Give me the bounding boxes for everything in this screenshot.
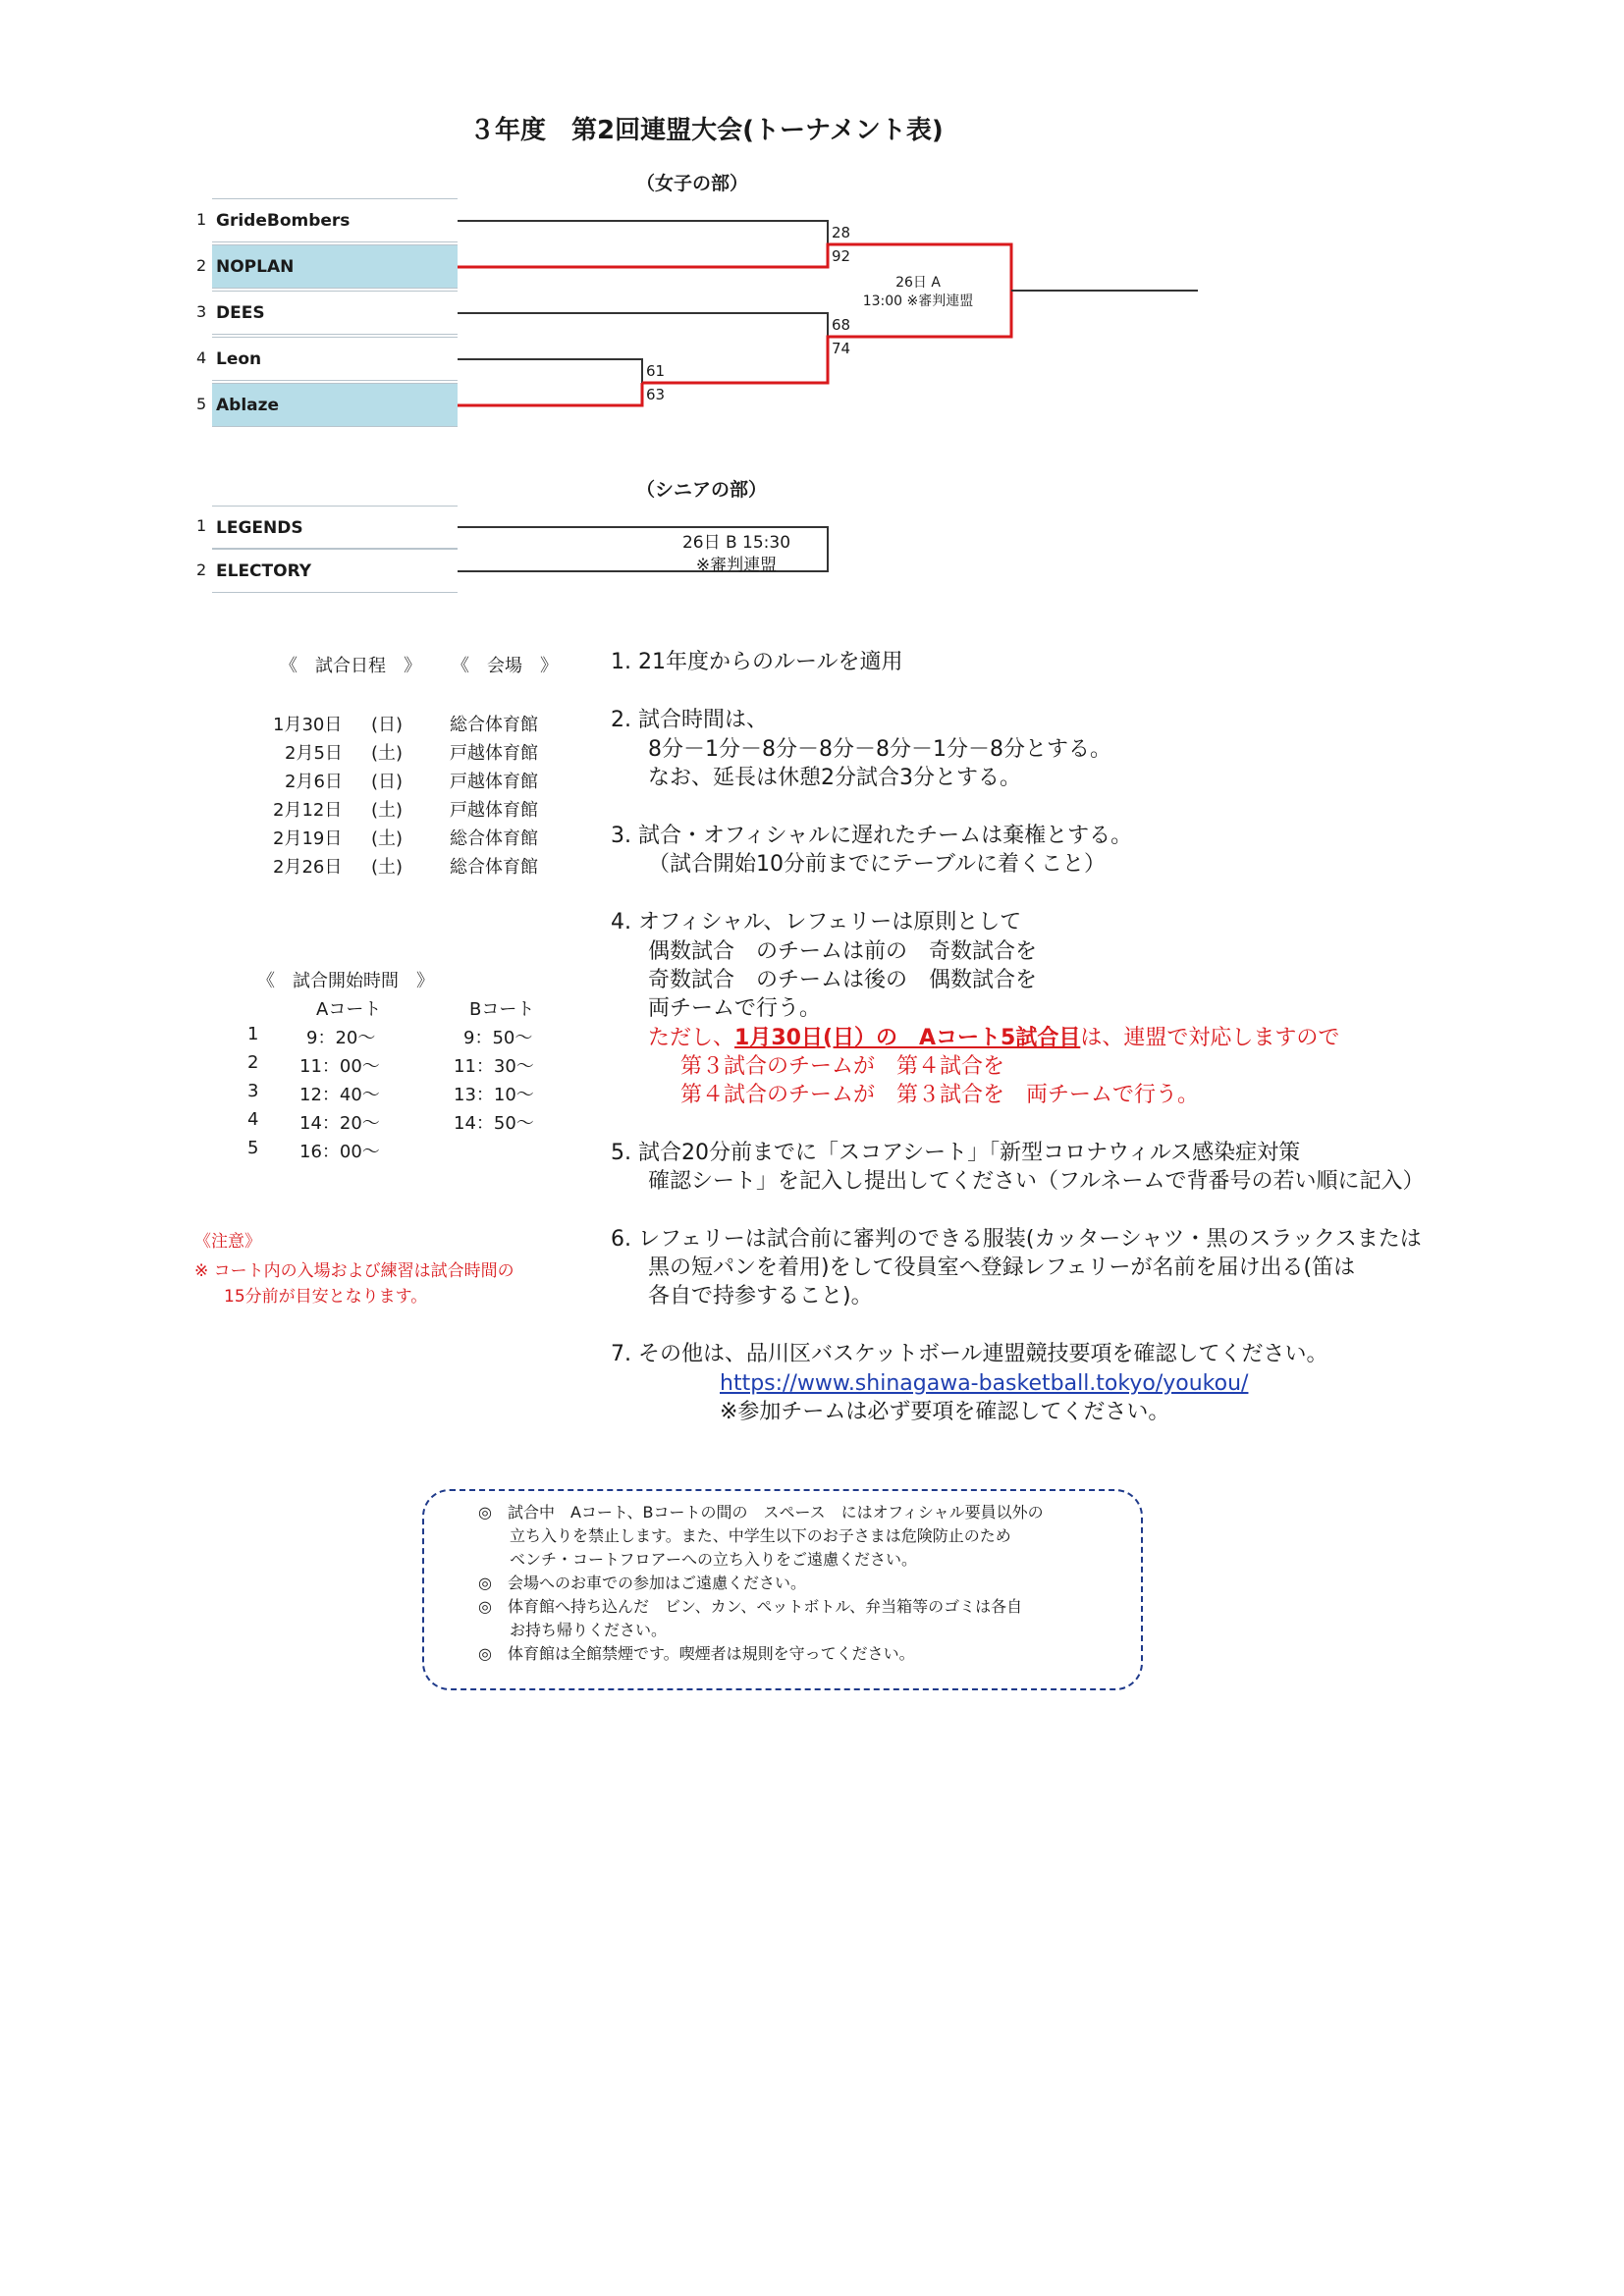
schedule-date: 1月30日 <box>273 715 343 735</box>
start-time-b: 13：10〜 <box>454 1085 534 1105</box>
start-times-col-a: Aコート <box>316 999 382 1020</box>
schedule-day: (土) <box>371 857 404 878</box>
schedule-venue: 総合体育館 <box>450 828 538 849</box>
start-time-no: 3 <box>247 1081 259 1101</box>
note-line: ◎ 会場へのお車での参加はご遠慮ください。 <box>478 1574 806 1592</box>
seed-5: 5 <box>196 395 207 413</box>
start-time-no: 1 <box>247 1024 259 1044</box>
schedule-day: (土) <box>371 800 404 821</box>
schedule-day: (土) <box>371 828 404 849</box>
team-row-gridebombers: GrideBombers <box>212 198 458 242</box>
seed-2: 2 <box>196 256 207 275</box>
rule-2-line-1: 2. 試合時間は、 <box>611 708 768 732</box>
rule-2-line-3: なお、延長は休憩2分試合3分とする。 <box>648 766 1021 790</box>
start-time-no: 2 <box>247 1052 259 1073</box>
score-ablaze-r2: 74 <box>832 340 851 357</box>
schedule-venue: 戸越体育館 <box>450 800 538 821</box>
rule-4-exception-prefix: ただし、 <box>648 1026 735 1050</box>
schedule-day: (日) <box>371 772 404 792</box>
start-time-b: 14：50〜 <box>454 1113 534 1134</box>
schedule-date: 2月19日 <box>273 828 343 849</box>
senior-match-time: 26日 B 15:30 <box>681 533 791 553</box>
senior-section-heading: （シニアの部） <box>636 479 768 501</box>
rule-4-line-3: 奇数試合 のチームは後の 偶数試合を <box>648 968 1038 992</box>
rule-3-line-1: 3. 試合・オフィシャルに遅れたチームは棄権とする。 <box>611 824 1133 848</box>
caution-title: 《注意》 <box>194 1232 261 1252</box>
women-section-heading: （女子の部） <box>636 173 749 194</box>
rule-7-line-1: 7. その他は、品川区バスケットボール連盟競技要項を確認してください。 <box>611 1342 1328 1366</box>
rule-2-line-2: 8分－1分－8分－8分－8分－1分－8分とする。 <box>648 737 1111 762</box>
score-gridebombers: 28 <box>832 224 851 241</box>
start-time-a: 9：20〜 <box>306 1028 376 1048</box>
final-match-date: 26日 A <box>895 275 941 291</box>
page-title: ３年度 第2回連盟大会(トーナメント表) <box>469 116 944 145</box>
schedule-date: 2月5日 <box>285 743 343 764</box>
schedule-date: 2月26日 <box>273 857 343 878</box>
rule-4-line-2: 偶数試合 のチームは前の 奇数試合を <box>648 939 1038 964</box>
schedule-venue-header: 《 会場 》 <box>452 656 558 676</box>
final-match-time: 13:00 ※審判連盟 <box>862 294 974 309</box>
rule-7-line-3: ※参加チームは必ず要項を確認してください。 <box>720 1400 1170 1424</box>
senior-match-referee: ※審判連盟 <box>695 556 778 575</box>
team-row-electory: ELECTORY <box>212 549 458 593</box>
rule-4-line-4: 両チームで行う。 <box>648 996 822 1021</box>
score-dees: 68 <box>832 316 851 334</box>
start-times-header: 《 試合開始時間 》 <box>257 971 434 991</box>
rule-3-line-2: （試合開始10分前までにテーブルに着くこと） <box>648 852 1107 877</box>
schedule-venue: 戸越体育館 <box>450 743 538 764</box>
schedule-day: (日) <box>371 715 404 735</box>
caution-line-1: ※ コート内の入場および練習は試合時間の <box>194 1261 514 1281</box>
rule-4-line-7: 第４試合のチームが 第３試合を 両チームで行う。 <box>680 1083 1200 1107</box>
rule-6-line-2: 黒の短パンを着用)をして役員室へ登録レフェリーが名前を届け出る(笛は <box>648 1255 1356 1280</box>
senior-seed-2: 2 <box>196 561 207 579</box>
rule-4-exception-date: 1月30日(日）の Aコート5試合目 <box>734 1026 1081 1050</box>
senior-bracket <box>0 0 884 589</box>
start-time-a: 14：20〜 <box>299 1113 380 1134</box>
team-row-leon: Leon <box>212 337 458 381</box>
rule-6-line-1: 6. レフェリーは試合前に審判のできる服装(カッターシャツ・黒のスラックスまたは <box>611 1227 1422 1252</box>
note-line: ◎ 体育館へ持ち込んだ ビン、カン、ペットボトル、弁当箱等のゴミは各自 <box>478 1597 1023 1616</box>
rule-4-line-1: 4. オフィシャル、レフェリーは原則として <box>611 910 1022 934</box>
caution-line-2: 15分前が目安となります。 <box>224 1287 428 1307</box>
seed-3: 3 <box>196 302 207 321</box>
note-line: 立ち入りを禁止します。また、中学生以下のお子さまは危険防止のため <box>478 1526 1011 1545</box>
team-row-legends: LEGENDS <box>212 506 458 549</box>
start-time-b: 11：30〜 <box>454 1056 534 1077</box>
schedule-date: 2月6日 <box>285 772 343 792</box>
start-time-no: 4 <box>247 1109 259 1130</box>
start-time-a: 11：00〜 <box>299 1056 380 1077</box>
seed-1: 1 <box>196 210 207 229</box>
rules-link[interactable]: https://www.shinagawa-basketball.tokyo/youkou/ <box>720 1371 1249 1396</box>
note-line: ◎ 試合中 Aコート、Bコートの間の スペース にはオフィシャル要員以外の <box>478 1503 1044 1522</box>
rule-5-line-2: 確認シート」を記入し提出してください（フルネームで背番号の若い順に記入） <box>648 1169 1425 1194</box>
senior-seed-1: 1 <box>196 516 207 535</box>
schedule-venue: 総合体育館 <box>450 715 538 735</box>
rule-4-exception-suffix: は、連盟で対応しますので <box>1080 1026 1340 1050</box>
schedule-date: 2月12日 <box>273 800 343 821</box>
team-row-dees: DEES <box>212 291 458 335</box>
score-ablaze-r1: 63 <box>646 386 666 403</box>
note-line: お持ち帰りください。 <box>478 1621 668 1639</box>
schedule-day: (土) <box>371 743 404 764</box>
team-row-noplan: NOPLAN <box>212 244 458 289</box>
seed-4: 4 <box>196 348 207 367</box>
start-time-no: 5 <box>247 1138 259 1158</box>
score-leon: 61 <box>646 362 666 380</box>
start-time-a: 12：40〜 <box>299 1085 380 1105</box>
note-line: ベンチ・コートフロアーへの立ち入りをご遠慮ください。 <box>478 1550 918 1569</box>
rule-4-line-6: 第３試合のチームが 第４試合を <box>680 1054 1005 1079</box>
rule-1: 1. 21年度からのルールを適用 <box>611 650 903 674</box>
start-times-col-b: Bコート <box>469 999 535 1020</box>
rule-4-exception <box>648 1024 1339 1053</box>
rule-6-line-3: 各自で持参すること)。 <box>648 1284 873 1308</box>
schedule-venue: 戸越体育館 <box>450 772 538 792</box>
team-row-ablaze: Ablaze <box>212 383 458 427</box>
rule-5-line-1: 5. 試合20分前までに「スコアシート」「新型コロナウィルス感染症対策 <box>611 1141 1301 1165</box>
schedule-date-header: 《 試合日程 》 <box>280 656 421 676</box>
score-noplan: 92 <box>832 247 851 265</box>
start-time-a: 16：00〜 <box>299 1142 380 1162</box>
note-line: ◎ 体育館は全館禁煙です。喫煙者は規則を守ってください。 <box>478 1644 915 1663</box>
start-time-b: 9：50〜 <box>463 1028 533 1048</box>
schedule-venue: 総合体育館 <box>450 857 538 878</box>
